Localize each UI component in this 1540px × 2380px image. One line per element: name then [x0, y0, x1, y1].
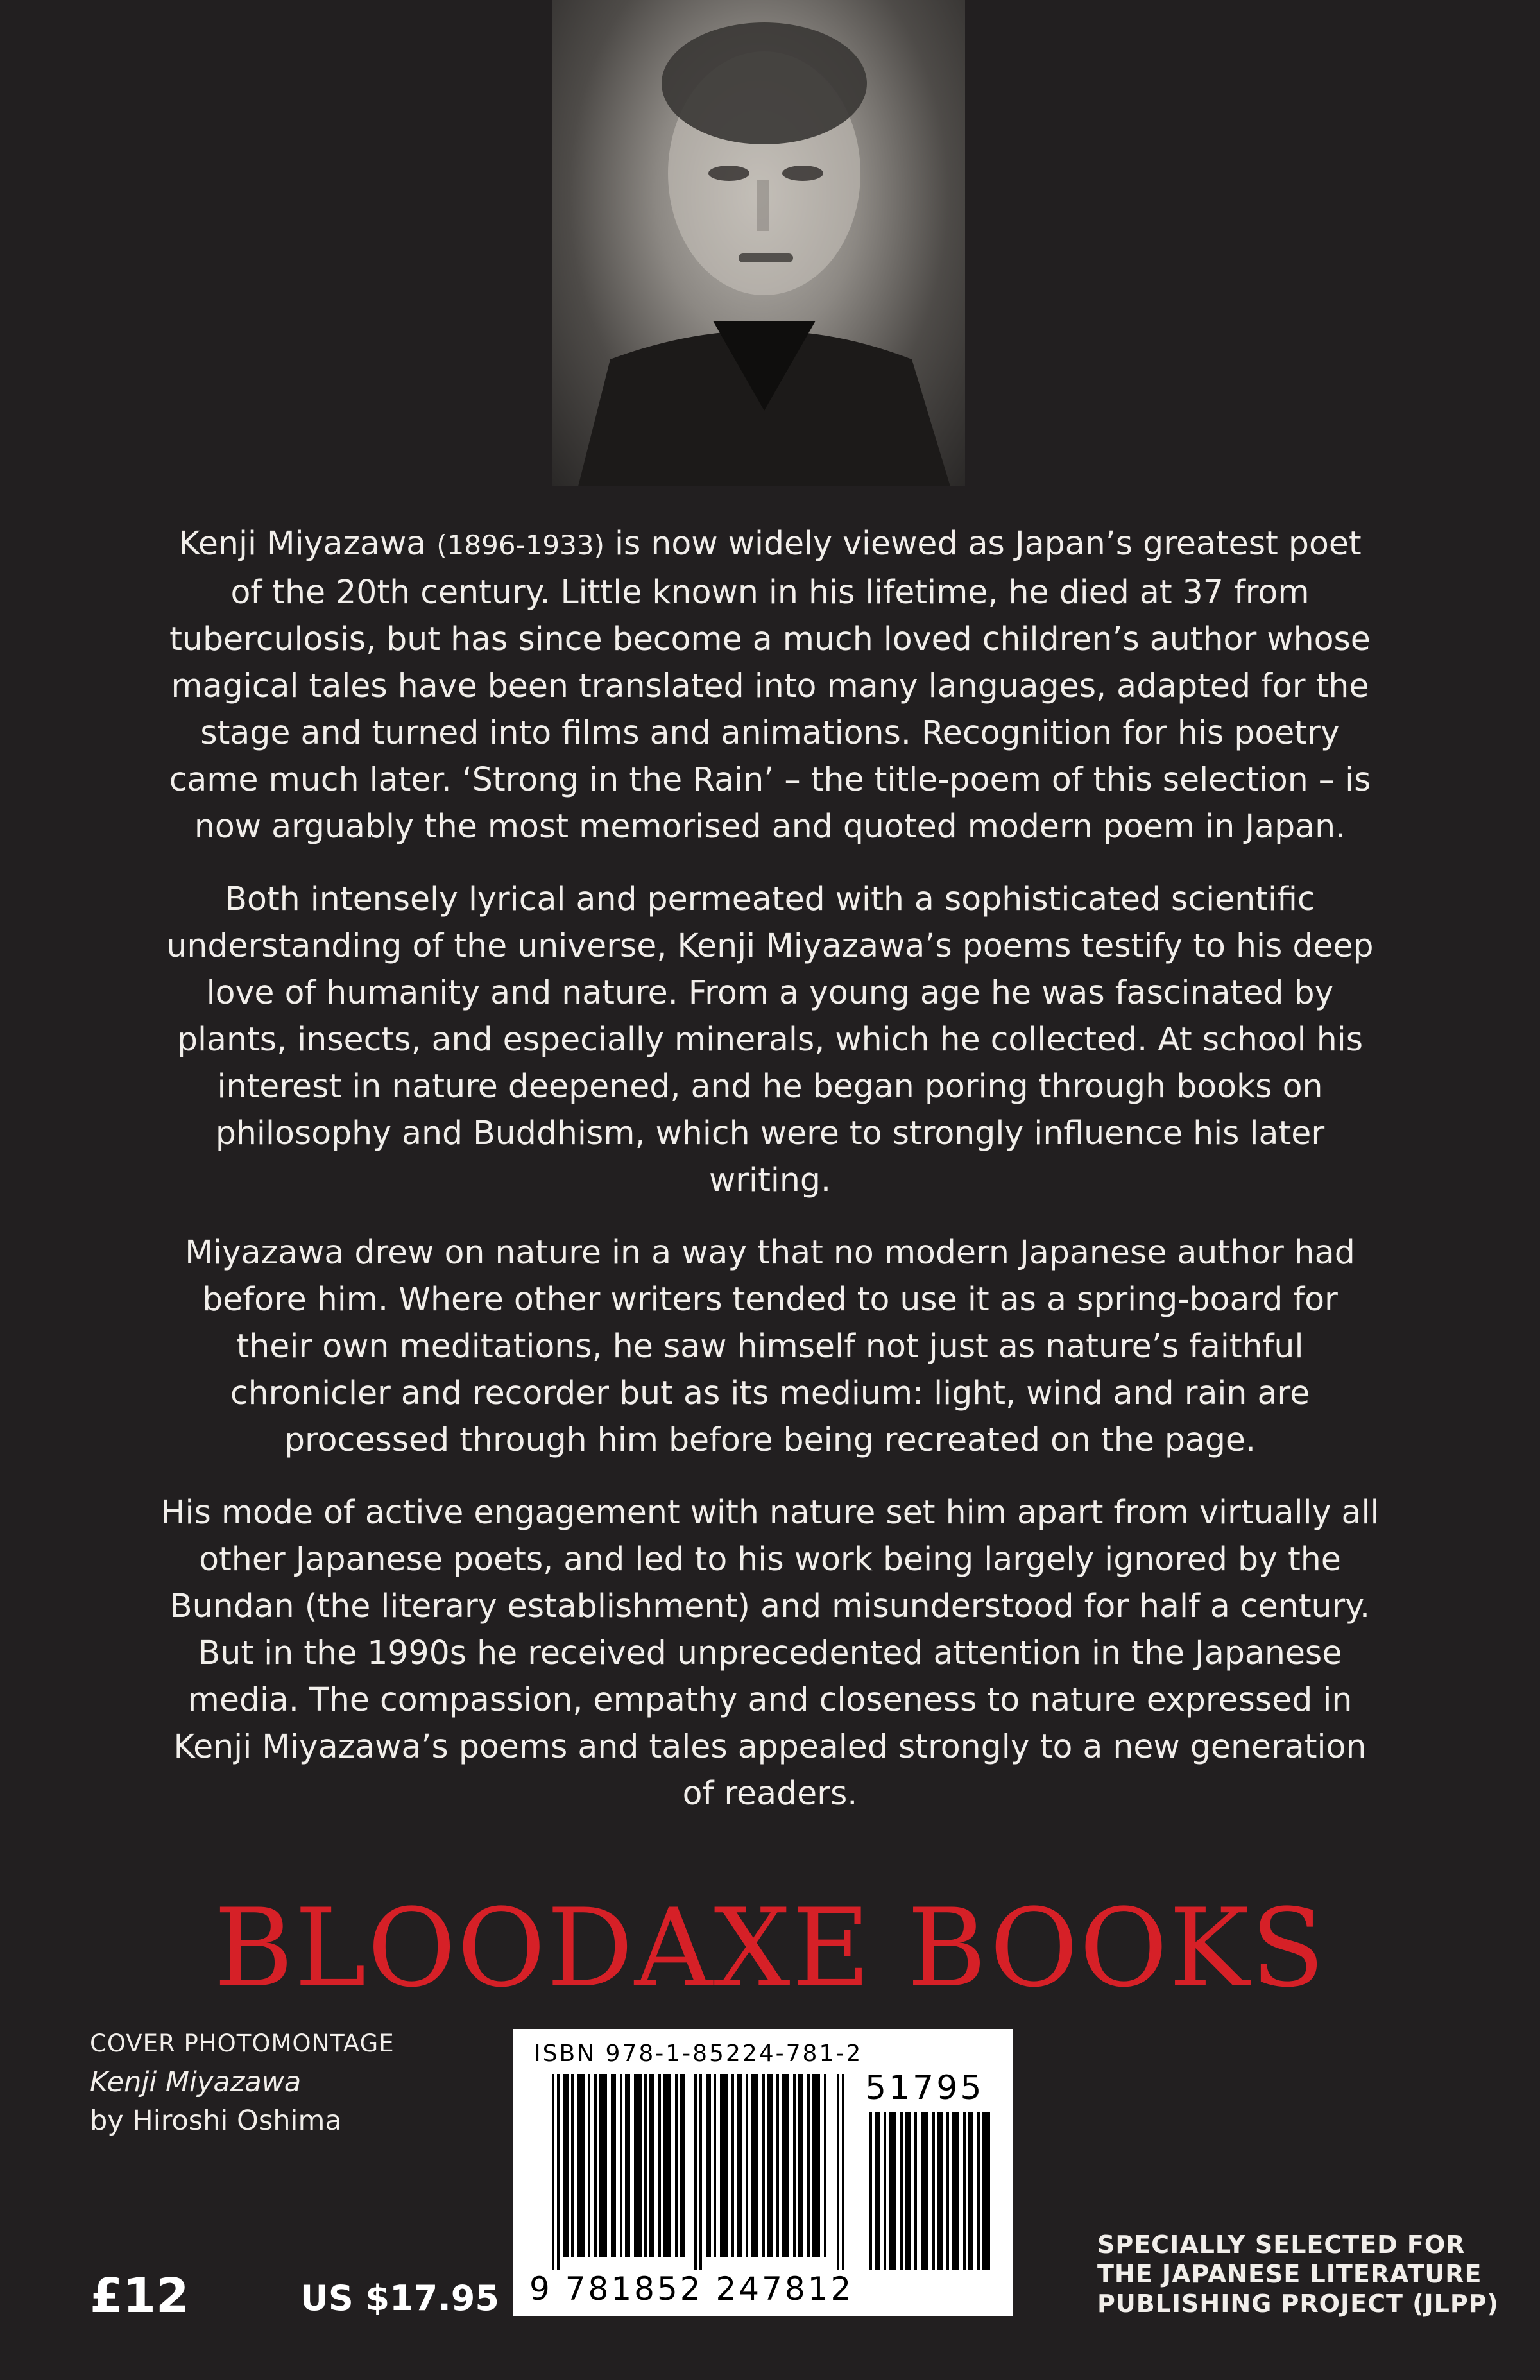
jlpp-line-1: SPECIALLY SELECTED FOR — [1097, 2230, 1466, 2259]
jlpp-line-2: THE JAPANESE LITERATURE — [1097, 2260, 1482, 2288]
author-name: Kenji Miyazawa — [178, 524, 427, 562]
ean-digits: 9 781852 247812 — [529, 2270, 854, 2307]
ean-barcode — [552, 2074, 850, 2270]
blurb-paragraph-4: His mode of active engagement with nature set him apart from virtually all other Japanese poets, and led to his work being largely ignored by the Bundan (the literary establishment) and misunderstood for half a century. But in the 1990s he received unprecedented attention in the Japanese media. The compassion, empathy and closeness to nature expressed in Kenji Miyazawa’s poems and tales appealed strongly to a new generation of readers. — [160, 1493, 1380, 1812]
blurb-text — [160, 520, 1380, 1842]
cover-credit-title: Kenji Miyazawa — [90, 2066, 302, 2098]
author-portrait-photo — [552, 0, 965, 486]
blurb-paragraph-1-rest: is now widely viewed as Japan’s greatest poet of the 20th century. Little known in his lifetime, he died at 37 from tuberculosis, but has since become a much loved children’s author whose magical tales have been translated into many languages, adapted for the stage and turned into films and animations. Recognition for his poetry came much later. ‘Strong in the Rain’ – the title-poem of this selection – is now arguably the most memorised and quoted modern poem in Japan. — [169, 524, 1371, 845]
blurb-paragraph-3: Miyazawa drew on nature in a way that no modern Japanese author had before him. Where other writers tended to use it as a spring-board for their own meditations, he saw himself not just as nature’s faithful chronicler and recorder but as its medium: light, wind and rain are processed through him before being recreated on the page. — [185, 1233, 1355, 1459]
jlpp-line-3: PUBLISHING PROJECT (JLPP) — [1097, 2290, 1499, 2318]
blurb-paragraph-2: Both intensely lyrical and permeated with a sophisticated scientific understanding of the universe, Kenji Miyazawa’s poems testify to his deep love of humanity and nature. From a young age he was fascinated by plants, insects, and especially minerals, which he collected. At school his interest in nature deepened, and he began poring through books on philosophy and Buddhism, which were to strongly influence his later writing. — [166, 880, 1374, 1199]
portrait-silhouette — [552, 0, 965, 486]
price-code-barcode — [869, 2112, 998, 2270]
publisher-logo: BLOODAXE BOOKS — [214, 1885, 1326, 2011]
blurb-paragraph-1 — [160, 520, 1380, 850]
price-us: US $17.95 — [300, 2278, 499, 2318]
cover-credit-artist: by Hiroshi Oshima — [90, 2105, 342, 2137]
cover-credit-label: COVER PHOTOMONTAGE — [90, 2030, 395, 2057]
price-code-number: 51795 — [865, 2069, 984, 2107]
author-dates: (1896-1933) — [436, 529, 604, 561]
price-uk: £12 — [90, 2268, 189, 2324]
cover-credit — [90, 2025, 395, 2140]
isbn-number: ISBN 978-1-85224-781-2 — [534, 2041, 863, 2067]
barcode-panel — [513, 2029, 1013, 2316]
jlpp-note — [1097, 2230, 1499, 2318]
